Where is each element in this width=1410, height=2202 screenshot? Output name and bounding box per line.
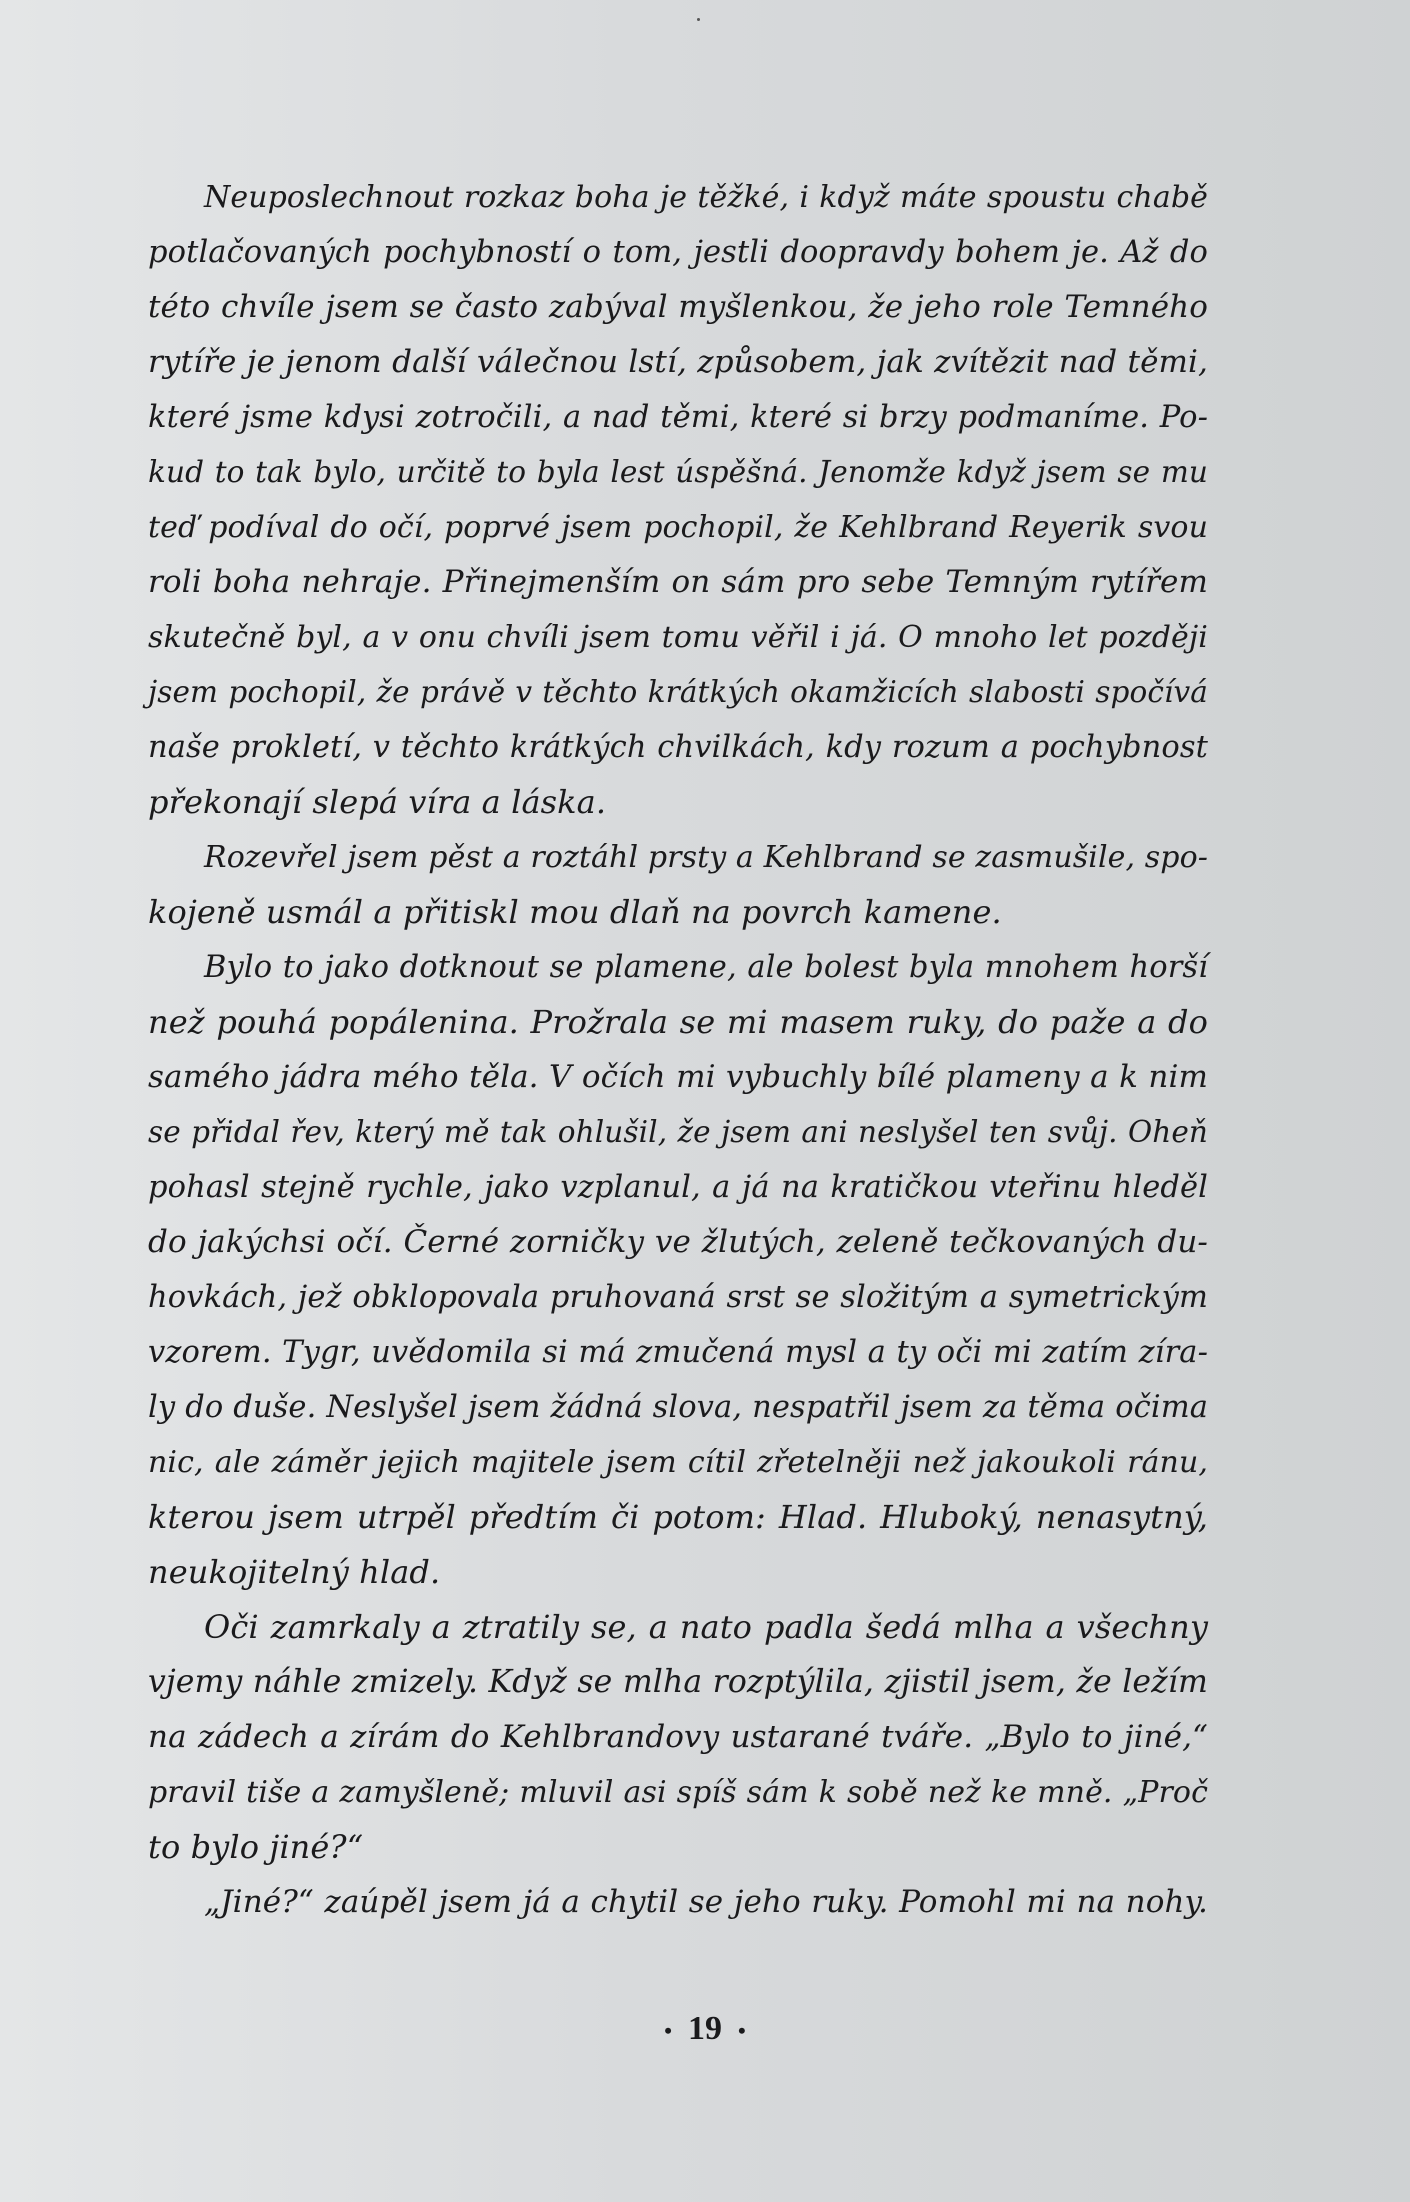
speck <box>697 18 700 21</box>
text-line: kojeně usmál a přitiskl mou dlaň na povrch kamene. <box>148 893 1002 931</box>
text-line: pohasl stejně rychle, jako vzplanul, a já na kratičkou vteřinu hleděl <box>148 1170 1208 1205</box>
text-line: teď podíval do očí, poprvé jsem pochopil, že Kehlbrand Reyerik svou <box>148 510 1208 545</box>
text-line: se přidal řev, který mě tak ohlušil, že jsem ani neslyšel ten svůj. Oheň <box>148 1115 1208 1149</box>
text-line: to bylo jiné?“ <box>148 1828 364 1866</box>
text-line: kud to tak bylo, určitě to byla lest úspěšná. Jenomže když jsem se mu <box>148 455 1208 489</box>
text-line: než pouhá popálenina. Prožrala se mi masem ruky, do paže a do <box>148 1003 1208 1041</box>
text-line: do jakýchsi očí. Černé zorničky ve žlutých, zeleně tečkovaných du- <box>148 1224 1208 1260</box>
text-line: které jsme kdysi zotročili, a nad těmi, které si brzy podmaníme. Po- <box>148 400 1208 435</box>
text-line: hovkách, jež obklopovala pruhovaná srst se složitým a symetrickým <box>148 1280 1208 1315</box>
text-line: vjemy náhle zmizely. Když se mlha rozptýlila, zjistil jsem, že ležím <box>148 1664 1208 1700</box>
page-number-value: 19 <box>688 2010 722 2047</box>
text-line: ly do duše. Neslyšel jsem žádná slova, nespatřil jsem za těma očima <box>148 1390 1208 1425</box>
text-line: vzorem. Tygr, uvědomila si má zmučená mysl a ty oči mi zatím zíra- <box>148 1335 1208 1370</box>
text-line: nic, ale záměr jejich majitele jsem cítil zřetelněji než jakoukoli ránu, <box>148 1445 1208 1480</box>
bullet-icon: • <box>664 2018 672 2044</box>
text-line: rytíře je jenom další válečnou lstí, způsobem, jak zvítězit nad těmi, <box>148 344 1208 380</box>
text-line: překonají slepá víra a láska. <box>148 783 607 821</box>
text-line: Rozevřel jsem pěst a roztáhl prsty a Kehlbrand se zasmušile, spo- <box>204 840 1208 875</box>
text-line: roli boha nehraje. Přinejmenším on sám pro sebe Temným rytířem <box>148 564 1208 600</box>
text-line: jsem pochopil, že právě v těchto krátkých okamžicích slabosti spočívá <box>148 675 1208 709</box>
text-line: na zádech a zírám do Kehlbrandovy ustarané tváře. „Bylo to jiné,“ <box>148 1719 1208 1755</box>
text-line: samého jádra mého těla. V očích mi vybuchly bílé plameny a k nim <box>148 1059 1208 1095</box>
text-line: Oči zamrkaly a ztratily se, a nato padla šedá mlha a všechny <box>204 1608 1208 1646</box>
text-line: Neuposlechnout rozkaz boha je těžké, i když máte spoustu chabě <box>204 180 1208 215</box>
text-line: „Jiné?“ zaúpěl jsem já a chytil se jeho ruky. Pomohl mi na nohy. <box>204 1884 1208 1920</box>
body-text <box>148 170 1208 1930</box>
text-line: Bylo to jako dotknout se plamene, ale bolest byla mnohem horší <box>204 950 1208 985</box>
text-line: neukojitelný hlad. <box>148 1553 441 1591</box>
text-line: skutečně byl, a v onu chvíli jsem tomu věřil i já. O mnoho let později <box>148 620 1208 655</box>
text-line: naše prokletí, v těchto krátkých chvilkách, kdy rozum a pochybnost <box>148 730 1208 765</box>
bullet-icon: • <box>738 2018 746 2044</box>
text-line: kterou jsem utrpěl předtím či potom: Hlad. Hluboký, nenasytný, <box>148 1498 1208 1536</box>
text-line: této chvíle jsem se často zabýval myšlenkou, že jeho role Temného <box>148 289 1208 325</box>
text-line: potlačovaných pochybností o tom, jestli doopravdy bohem je. Až do <box>148 235 1208 270</box>
text-line: pravil tiše a zamyšleně; mluvil asi spíš sám k sobě než ke mně. „Proč <box>148 1775 1208 1810</box>
page-number <box>0 2010 1410 2048</box>
